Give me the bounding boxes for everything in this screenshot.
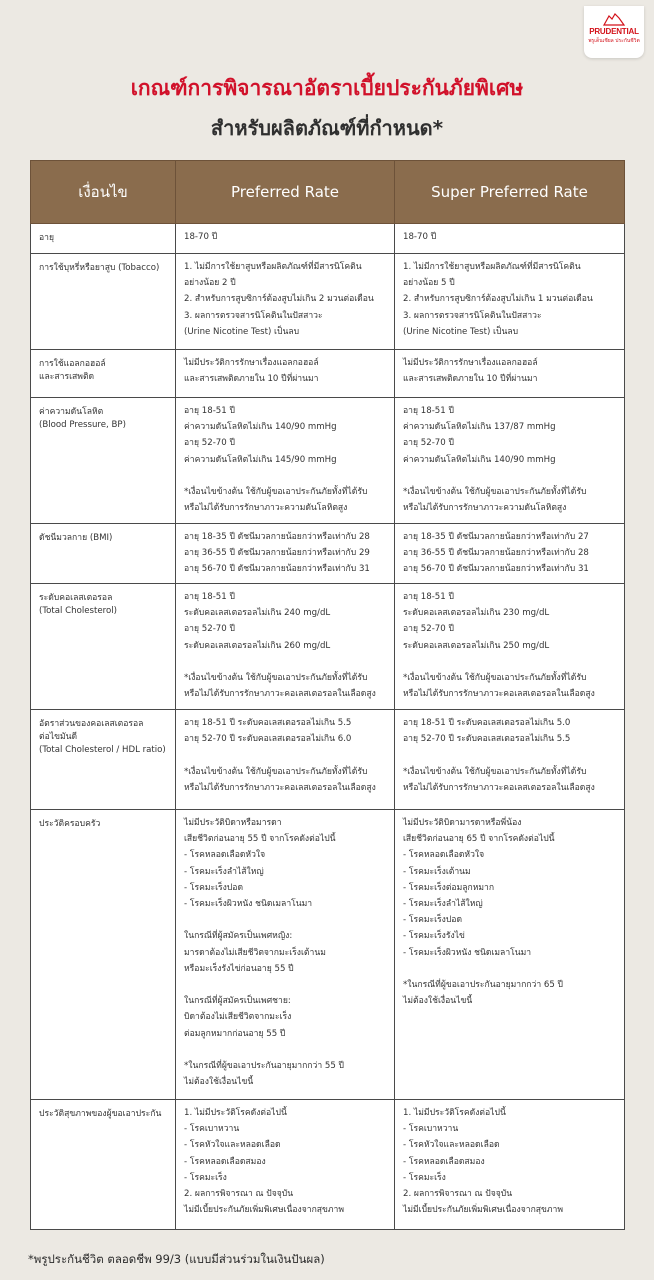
super-preferred-cell: อายุ 18-35 ปี ดัชนีมวลกายน้อยกว่าหรือเท่ากับ 27 อายุ 36-55 ปี ดัชนีมวลกายน้อยกว่าหรือเท่ากับ 28 อายุ 56-70 ปี ดัชนีมวลกายน้อยกว่าหรือเท่ากับ 31 [395,524,625,584]
condition-cell: ค่าความดันโลหิต (Blood Pressure, BP) [31,398,176,524]
header-condition: เงื่อนไข [31,161,176,224]
table-row [31,1100,625,1230]
preferred-cell: ไม่มีประวัติบิดาหรือมารดา เสียชีวิตก่อนอายุ 55 ปี จากโรคดังต่อไปนี้ - โรคหลอดเลือดหัวใจ - โรคมะเร็งลำไส้ใหญ่ - โรคมะเร็งปอด - โรคมะเร็งผิวหนัง ชนิดเมลาโนมา ในกรณีที่ผู้สมัครเป็นเพศหญิง: มารดาต้องไม่เสียชีวิตจากมะเร็งเต้านม หรือมะเร็งรังไข่ก่อนอายุ 55 ปี ในกรณีที่ผู้สมัครเป็นเพศชาย: บิดาต้องไม่เสียชีวิตจากมะเร็ง ต่อมลูกหมากก่อนอายุ 55 ปี *ในกรณีที่ผู้ขอเอาประกันอายุมากกว่า 55 ปี ไม่ต้องใช้เงื่อนไขนี้ [176,810,395,1100]
condition-cell: การใช้แอลกอฮอล์ และสารเสพติด [31,350,176,398]
criteria-table [30,160,625,1230]
table-row [31,254,625,350]
preferred-cell: 1. ไม่มีการใช้ยาสูบหรือผลิตภัณฑ์ที่มีสารนิโคติน อย่างน้อย 2 ปี 2. สำหรับการสูบซิการ์ต้องสูบไม่เกิน 2 มวนต่อเดือน 3. ผลการตรวจสารนิโคตินในปัสสาวะ (Urine Nicotine Test) เป็นลบ [176,254,395,350]
logo-brand: PRUDENTIAL [589,27,639,36]
preferred-cell: อายุ 18-51 ปี ค่าความดันโลหิตไม่เกิน 140/90 mmHg อายุ 52-70 ปี ค่าความดันโลหิตไม่เกิน 145/90 mmHg *เงื่อนไขข้างต้น ใช้กับผู้ขอเอาประกันภัยทั้งที่ได้รับ หรือไม่ได้รับการรักษาภาวะความดันโลหิตสูง [176,398,395,524]
table-row [31,810,625,1100]
preferred-cell: ไม่มีประวัติการรักษาเรื่องแอลกอฮอล์ และสารเสพติดภายใน 10 ปีที่ผ่านมา [176,350,395,398]
table-row [31,398,625,524]
super-preferred-cell: อายุ 18-51 ปี ค่าความดันโลหิตไม่เกิน 137/87 mmHg อายุ 52-70 ปี ค่าความดันโลหิตไม่เกิน 140/90 mmHg *เงื่อนไขข้างต้น ใช้กับผู้ขอเอาประกันภัยทั้งที่ได้รับ หรือไม่ได้รับการรักษาภาวะความดันโลหิตสูง [395,398,625,524]
header-super-preferred-rate: Super Preferred Rate [395,161,625,224]
table-row [31,224,625,254]
table-row [31,524,625,584]
condition-cell: อัตราส่วนของคอเลสเตอรอล ต่อไขมันดี (Total Cholesterol / HDL ratio) [31,710,176,810]
rock-logo-icon [601,12,627,26]
table-header-row [31,161,625,224]
super-preferred-cell: อายุ 18-51 ปี ระดับคอเลสเตอรอลไม่เกิน 230 mg/dL อายุ 52-70 ปี ระดับคอเลสเตอรอลไม่เกิน 250 mg/dL *เงื่อนไขข้างต้น ใช้กับผู้ขอเอาประกันภัยทั้งที่ได้รับ หรือไม่ได้รับการรักษาภาวะคอเลสเตอรอลในเลือดสูง [395,584,625,710]
condition-cell: การใช้บุหรี่หรือยาสูบ (Tobacco) [31,254,176,350]
super-preferred-cell: 18-70 ปี [395,224,625,254]
condition-cell: ดัชนีมวลกาย (BMI) [31,524,176,584]
logo-tagline: พรูเด็นเชียล ประกันชีวิต [588,38,640,44]
condition-cell: ประวัติสุขภาพของผู้ขอเอาประกัน [31,1100,176,1230]
table-row [31,350,625,398]
table-row [31,584,625,710]
table-row [31,710,625,810]
preferred-cell: อายุ 18-51 ปี ระดับคอเลสเตอรอลไม่เกิน 240 mg/dL อายุ 52-70 ปี ระดับคอเลสเตอรอลไม่เกิน 260 mg/dL *เงื่อนไขข้างต้น ใช้กับผู้ขอเอาประกันภัยทั้งที่ได้รับ หรือไม่ได้รับการรักษาภาวะคอเลสเตอรอลในเลือดสูง [176,584,395,710]
preferred-cell: อายุ 18-35 ปี ดัชนีมวลกายน้อยกว่าหรือเท่ากับ 28 อายุ 36-55 ปี ดัชนีมวลกายน้อยกว่าหรือเท่ากับ 29 อายุ 56-70 ปี ดัชนีมวลกายน้อยกว่าหรือเท่ากับ 31 [176,524,395,584]
super-preferred-cell: อายุ 18-51 ปี ระดับคอเลสเตอรอลไม่เกิน 5.0 อายุ 52-70 ปี ระดับคอเลสเตอรอลไม่เกิน 5.5 *เงื่อนไขข้างต้น ใช้กับผู้ขอเอาประกันภัยทั้งที่ได้รับ หรือไม่ได้รับการรักษาภาวะคอเลสเตอรอลในเลือดสูง [395,710,625,810]
footnote: *พรูประกันชีวิต ตลอดชีพ 99/3 (แบบมีส่วนร่วมในเงินปันผล) [28,1252,325,1266]
condition-cell: ประวัติครอบครัว [31,810,176,1100]
page-subtitle: สำหรับผลิตภัณฑ์ที่กำหนด* [210,116,444,140]
super-preferred-cell: 1. ไม่มีประวัติโรคดังต่อไปนี้ - โรคเบาหวาน - โรคหัวใจและหลอดเลือด - โรคหลอดเลือดสมอง - โรคมะเร็ง 2. ผลการพิจารณา ณ ปัจจุบัน ไม่มีเบี้ยประกันภัยเพิ่มพิเศษเนื่องจากสุขภาพ [395,1100,625,1230]
condition-cell: ระดับคอเลสเตอรอล (Total Cholesterol) [31,584,176,710]
header-preferred-rate: Preferred Rate [176,161,395,224]
super-preferred-cell: ไม่มีประวัติบิดามารดาหรือพี่น้อง เสียชีวิตก่อนอายุ 65 ปี จากโรคดังต่อไปนี้ - โรคหลอดเลือดหัวใจ - โรคมะเร็งเต้านม - โรคมะเร็งต่อมลูกหมาก - โรคมะเร็งลำไส้ใหญ่ - โรคมะเร็งปอด - โรคมะเร็งรังไข่ - โรคมะเร็งผิวหนัง ชนิดเมลาโนมา *ในกรณีที่ผู้ขอเอาประกันอายุมากกว่า 65 ปี ไม่ต้องใช้เงื่อนไขนี้ [395,810,625,1100]
condition-cell: อายุ [31,224,176,254]
super-preferred-cell: ไม่มีประวัติการรักษาเรื่องแอลกอฮอล์ และสารเสพติดภายใน 10 ปีที่ผ่านมา [395,350,625,398]
super-preferred-cell: 1. ไม่มีการใช้ยาสูบหรือผลิตภัณฑ์ที่มีสารนิโคติน อย่างน้อย 5 ปี 2. สำหรับการสูบซิการ์ต้องสูบไม่เกิน 1 มวนต่อเดือน 3. ผลการตรวจสารนิโคตินในปัสสาวะ (Urine Nicotine Test) เป็นลบ [395,254,625,350]
prudential-logo [584,6,644,58]
preferred-cell: 1. ไม่มีประวัติโรคดังต่อไปนี้ - โรคเบาหวาน - โรคหัวใจและหลอดเลือด - โรคหลอดเลือดสมอง - โรคมะเร็ง 2. ผลการพิจารณา ณ ปัจจุบัน ไม่มีเบี้ยประกันภัยเพิ่มพิเศษเนื่องจากสุขภาพ [176,1100,395,1230]
preferred-cell: อายุ 18-51 ปี ระดับคอเลสเตอรอลไม่เกิน 5.5 อายุ 52-70 ปี ระดับคอเลสเตอรอลไม่เกิน 6.0 *เงื่อนไขข้างต้น ใช้กับผู้ขอเอาประกันภัยทั้งที่ได้รับ หรือไม่ได้รับการรักษาภาวะคอเลสเตอรอลในเลือดสูง [176,710,395,810]
preferred-cell: 18-70 ปี [176,224,395,254]
page-title: เกณฑ์การพิจารณาอัตราเบี้ยประกันภัยพิเศษ [130,76,524,100]
